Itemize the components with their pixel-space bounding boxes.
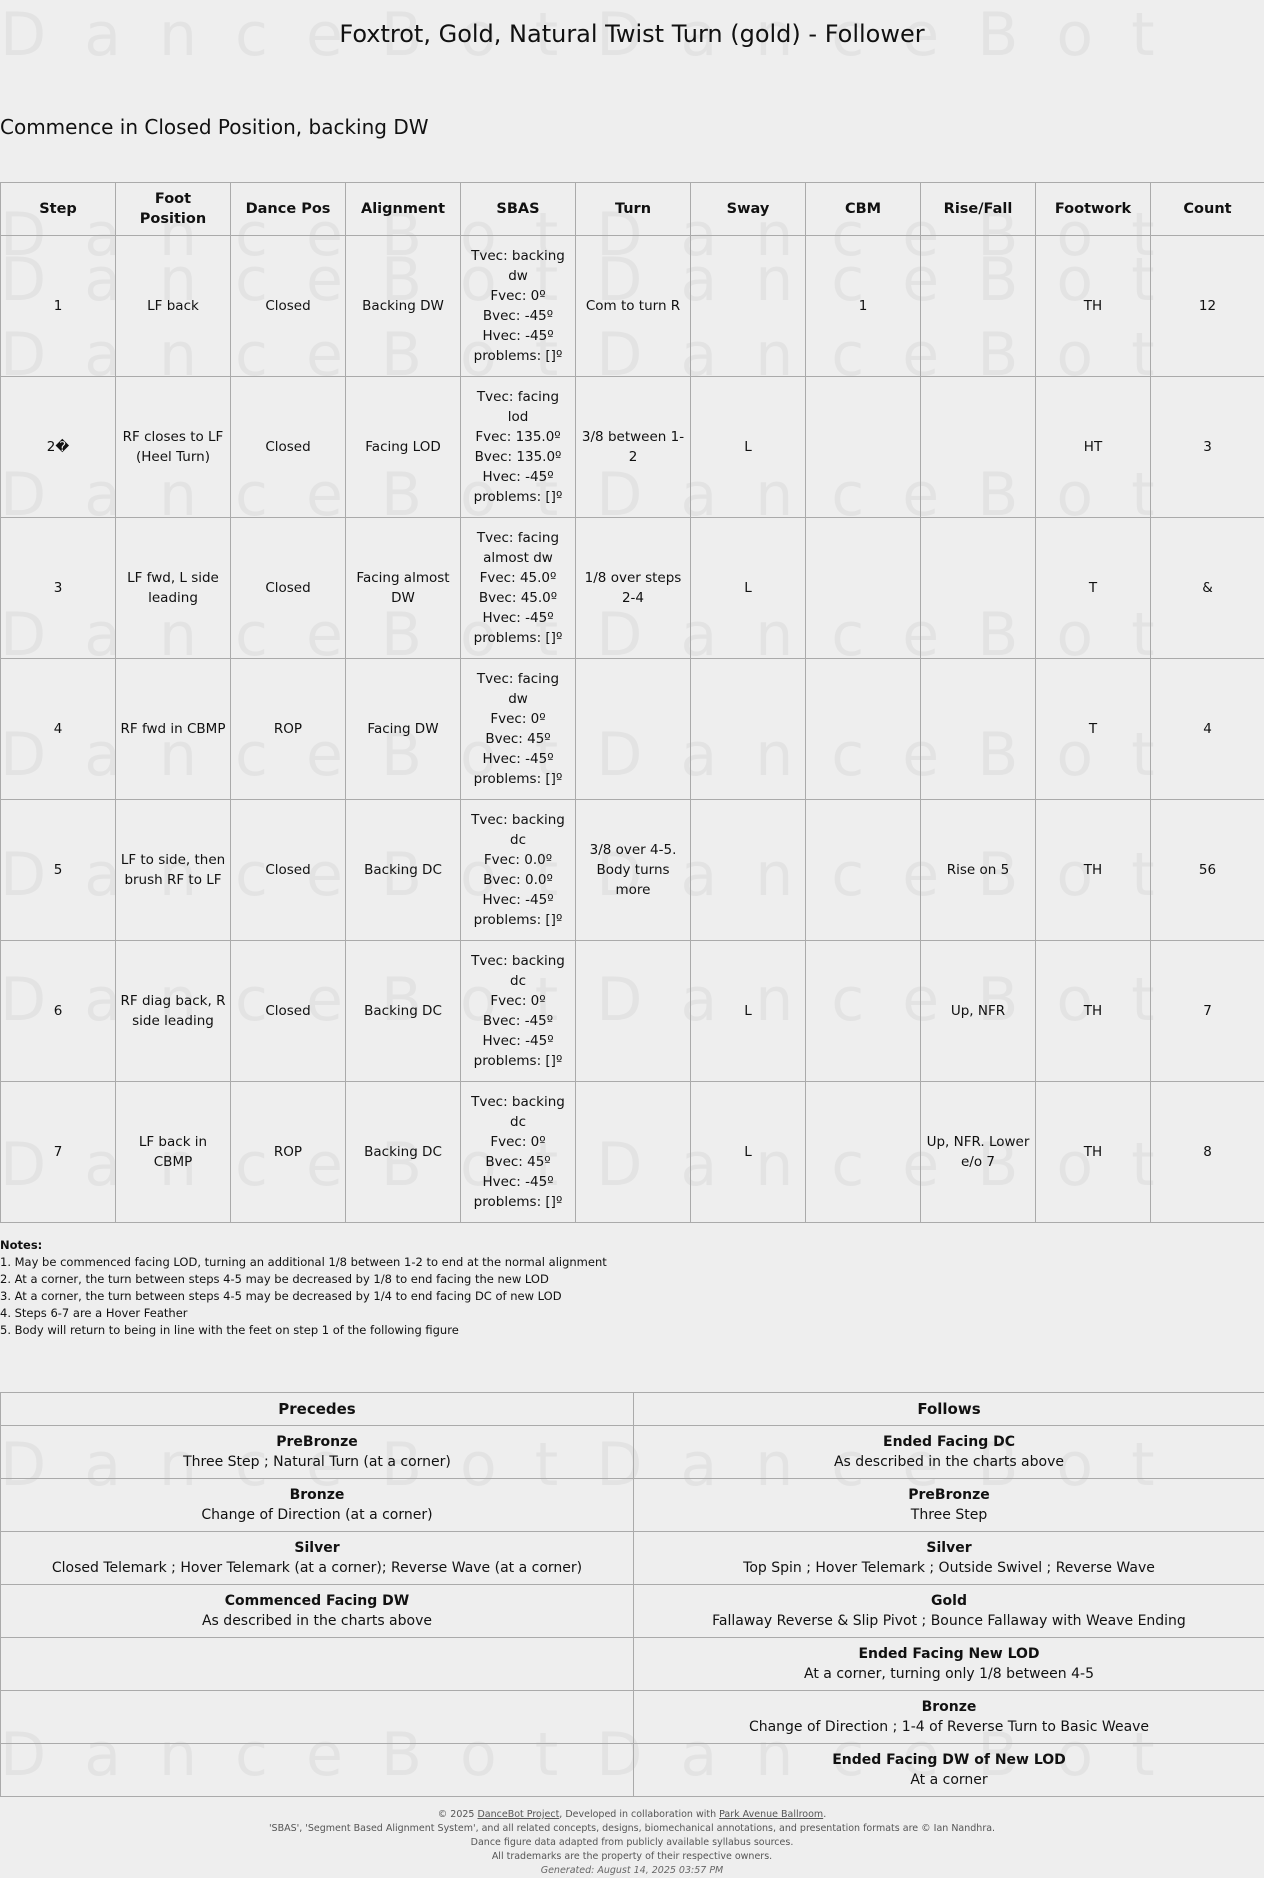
steps-table bbox=[0, 182, 1264, 1223]
foot-position-cell: RF diag back, R side leading bbox=[116, 941, 231, 1082]
precedes-cell bbox=[1, 1691, 634, 1744]
dance-pos-cell: ROP bbox=[231, 659, 346, 800]
relations-table bbox=[0, 1392, 1264, 1797]
sbas-line: Tvec: facing almost dw bbox=[465, 528, 571, 568]
relation-group: PreBronze bbox=[5, 1432, 629, 1452]
step-cell: 7 bbox=[1, 1082, 116, 1223]
follows-cell bbox=[634, 1585, 1264, 1638]
alignment-cell: Backing DW bbox=[346, 236, 461, 377]
column-header: Footwork bbox=[1036, 183, 1151, 236]
sbas-line: problems: []º bbox=[465, 1051, 571, 1071]
rise-fall-cell: Up, NFR bbox=[921, 941, 1036, 1082]
note-item: 5. Body will return to being in line with the feet on step 1 of the following figure bbox=[0, 1322, 607, 1339]
cbm-cell: 1 bbox=[806, 236, 921, 377]
sbas-line: Fvec: 135.0º bbox=[465, 427, 571, 447]
footwork-cell: TH bbox=[1036, 1082, 1151, 1223]
turn-cell bbox=[576, 941, 691, 1082]
sbas-line: Tvec: backing dc bbox=[465, 951, 571, 991]
table-row bbox=[1, 800, 1264, 941]
sbas-line: problems: []º bbox=[465, 487, 571, 507]
table-row bbox=[1, 236, 1264, 377]
relation-items: At a corner bbox=[910, 1772, 987, 1788]
sbas-line: Hvec: -45º bbox=[465, 890, 571, 910]
follows-cell bbox=[634, 1479, 1264, 1532]
table-row bbox=[1, 1082, 1264, 1223]
cbm-cell bbox=[806, 800, 921, 941]
footer-collab-text: , Developed in collaboration with bbox=[559, 1809, 719, 1820]
count-cell: 4 bbox=[1151, 659, 1264, 800]
step-cell: 6 bbox=[1, 941, 116, 1082]
cbm-cell bbox=[806, 377, 921, 518]
sbas-line: Hvec: -45º bbox=[465, 749, 571, 769]
footwork-cell: HT bbox=[1036, 377, 1151, 518]
follows-cell bbox=[634, 1532, 1264, 1585]
column-header: Step bbox=[1, 183, 116, 236]
relation-items: Top Spin ; Hover Telemark ; Outside Swivel ; Reverse Wave bbox=[743, 1560, 1155, 1576]
footer-line-2: 'SBAS', 'Segment Based Alignment System', and all related concepts, designs, biomechanical annotations, and presentation formats are © Ian Nandhra. bbox=[0, 1822, 1264, 1836]
sway-cell: L bbox=[691, 1082, 806, 1223]
relation-group: Commenced Facing DW bbox=[5, 1591, 629, 1611]
alignment-cell: Backing DC bbox=[346, 1082, 461, 1223]
sbas-line: Fvec: 0º bbox=[465, 991, 571, 1011]
sway-cell bbox=[691, 800, 806, 941]
table-row bbox=[1, 1585, 1264, 1638]
precedes-header: Precedes bbox=[1, 1393, 634, 1426]
sbas-line: Bvec: 0.0º bbox=[465, 870, 571, 890]
sbas-line: Hvec: -45º bbox=[465, 1031, 571, 1051]
sbas-line: Tvec: facing lod bbox=[465, 387, 571, 427]
step-cell: 1 bbox=[1, 236, 116, 377]
sbas-line: Bvec: 45º bbox=[465, 1152, 571, 1172]
count-cell: 3 bbox=[1151, 377, 1264, 518]
footwork-cell: T bbox=[1036, 518, 1151, 659]
sbas-line: problems: []º bbox=[465, 628, 571, 648]
turn-cell bbox=[576, 659, 691, 800]
count-cell: 7 bbox=[1151, 941, 1264, 1082]
relation-group: Silver bbox=[638, 1538, 1260, 1558]
column-header: Turn bbox=[576, 183, 691, 236]
notes-title: Notes: bbox=[0, 1237, 607, 1254]
notes-section bbox=[0, 1237, 607, 1339]
relation-group: Bronze bbox=[5, 1485, 629, 1505]
sbas-line: Bvec: 135.0º bbox=[465, 447, 571, 467]
dance-pos-cell: Closed bbox=[231, 941, 346, 1082]
footer-generated: Generated: August 14, 2025 03:57 PM bbox=[0, 1864, 1264, 1878]
dance-pos-cell: Closed bbox=[231, 377, 346, 518]
alignment-cell: Backing DC bbox=[346, 941, 461, 1082]
notes-list bbox=[0, 1254, 607, 1339]
sbas-line: Bvec: -45º bbox=[465, 306, 571, 326]
footwork-cell: TH bbox=[1036, 800, 1151, 941]
column-header: CBM bbox=[806, 183, 921, 236]
table-row bbox=[1, 377, 1264, 518]
sbas-line: Fvec: 0º bbox=[465, 1132, 571, 1152]
footer bbox=[0, 1808, 1264, 1878]
step-cell: 4 bbox=[1, 659, 116, 800]
footwork-cell: T bbox=[1036, 659, 1151, 800]
sway-cell: L bbox=[691, 518, 806, 659]
cbm-cell bbox=[806, 941, 921, 1082]
relation-group: PreBronze bbox=[638, 1485, 1260, 1505]
sbas-line: Hvec: -45º bbox=[465, 1172, 571, 1192]
table-row bbox=[1, 659, 1264, 800]
relation-items: Change of Direction ; 1-4 of Reverse Turn to Basic Weave bbox=[749, 1719, 1149, 1735]
foot-position-cell: RF fwd in CBMP bbox=[116, 659, 231, 800]
dance-pos-cell: Closed bbox=[231, 800, 346, 941]
page-subtitle: Commence in Closed Position, backing DW bbox=[0, 115, 429, 139]
sbas-line: Bvec: -45º bbox=[465, 1011, 571, 1031]
sway-cell bbox=[691, 236, 806, 377]
sbas-line: Fvec: 0.0º bbox=[465, 850, 571, 870]
sbas-line: Bvec: 45º bbox=[465, 729, 571, 749]
note-item: 2. At a corner, the turn between steps 4-5 may be decreased by 1/8 to end facing the new LOD bbox=[0, 1271, 607, 1288]
column-header: SBAS bbox=[461, 183, 576, 236]
relation-items: At a corner, turning only 1/8 between 4-5 bbox=[804, 1666, 1094, 1682]
sbas-line: Tvec: backing dc bbox=[465, 1092, 571, 1132]
sbas-cell bbox=[461, 377, 576, 518]
alignment-cell: Backing DC bbox=[346, 800, 461, 941]
table-row bbox=[1, 941, 1264, 1082]
follows-cell bbox=[634, 1691, 1264, 1744]
follows-cell bbox=[634, 1744, 1264, 1797]
step-cell: 5 bbox=[1, 800, 116, 941]
relation-group: Silver bbox=[5, 1538, 629, 1558]
sbas-line: Hvec: -45º bbox=[465, 608, 571, 628]
sbas-line: problems: []º bbox=[465, 346, 571, 366]
foot-position-cell: RF closes to LF (Heel Turn) bbox=[116, 377, 231, 518]
turn-cell: Com to turn R bbox=[576, 236, 691, 377]
footwork-cell: TH bbox=[1036, 941, 1151, 1082]
column-header: Sway bbox=[691, 183, 806, 236]
follows-header: Follows bbox=[634, 1393, 1264, 1426]
step-cell: 2� bbox=[1, 377, 116, 518]
rise-fall-cell: Rise on 5 bbox=[921, 800, 1036, 941]
cbm-cell bbox=[806, 518, 921, 659]
sbas-line: problems: []º bbox=[465, 1192, 571, 1212]
sbas-line: Fvec: 0º bbox=[465, 286, 571, 306]
turn-cell: 3/8 over 4-5. Body turns more bbox=[576, 800, 691, 941]
table-row bbox=[1, 518, 1264, 659]
footer-line-3: Dance figure data adapted from publicly available syllabus sources. bbox=[0, 1836, 1264, 1850]
count-cell: 56 bbox=[1151, 800, 1264, 941]
relation-items: Closed Telemark ; Hover Telemark (at a corner); Reverse Wave (at a corner) bbox=[52, 1560, 582, 1576]
column-header: Count bbox=[1151, 183, 1264, 236]
sbas-cell bbox=[461, 518, 576, 659]
follows-cell bbox=[634, 1638, 1264, 1691]
sbas-cell bbox=[461, 800, 576, 941]
rise-fall-cell bbox=[921, 518, 1036, 659]
table-row bbox=[1, 1479, 1264, 1532]
sbas-line: problems: []º bbox=[465, 910, 571, 930]
rise-fall-cell bbox=[921, 377, 1036, 518]
sway-cell: L bbox=[691, 941, 806, 1082]
sway-cell bbox=[691, 659, 806, 800]
dancebot-project-link[interactable]: DanceBot Project bbox=[477, 1809, 559, 1820]
turn-cell bbox=[576, 1082, 691, 1223]
table-row bbox=[1, 1426, 1264, 1479]
rise-fall-cell bbox=[921, 236, 1036, 377]
relation-items: As described in the charts above bbox=[202, 1613, 432, 1629]
note-item: 3. At a corner, the turn between steps 4-5 may be decreased by 1/4 to end facing DC of new LOD bbox=[0, 1288, 607, 1305]
alignment-cell: Facing DW bbox=[346, 659, 461, 800]
footer-copyright: © 2025 bbox=[438, 1809, 478, 1820]
dance-pos-cell: Closed bbox=[231, 518, 346, 659]
precedes-cell bbox=[1, 1532, 634, 1585]
count-cell: & bbox=[1151, 518, 1264, 659]
sbas-line: Tvec: facing dw bbox=[465, 669, 571, 709]
relation-group: Ended Facing DW of New LOD bbox=[638, 1750, 1260, 1770]
note-item: 4. Steps 6-7 are a Hover Feather bbox=[0, 1305, 607, 1322]
relation-items: As described in the charts above bbox=[834, 1454, 1064, 1470]
cbm-cell bbox=[806, 659, 921, 800]
dance-pos-cell: ROP bbox=[231, 1082, 346, 1223]
sbas-cell bbox=[461, 1082, 576, 1223]
page-title: Foxtrot, Gold, Natural Twist Turn (gold) - Follower bbox=[0, 20, 1264, 48]
relation-items: Three Step bbox=[911, 1507, 987, 1523]
relation-items: Change of Direction (at a corner) bbox=[201, 1507, 432, 1523]
step-cell: 3 bbox=[1, 518, 116, 659]
column-header: Foot Position bbox=[116, 183, 231, 236]
dance-pos-cell: Closed bbox=[231, 236, 346, 377]
table-row bbox=[1, 1691, 1264, 1744]
sbas-line: Hvec: -45º bbox=[465, 326, 571, 346]
follows-cell bbox=[634, 1426, 1264, 1479]
footwork-cell: TH bbox=[1036, 236, 1151, 377]
precedes-cell bbox=[1, 1426, 634, 1479]
relations-body bbox=[1, 1426, 1264, 1797]
count-cell: 8 bbox=[1151, 1082, 1264, 1223]
sbas-cell bbox=[461, 941, 576, 1082]
relation-group: Gold bbox=[638, 1591, 1260, 1611]
table-row bbox=[1, 1532, 1264, 1585]
precedes-cell bbox=[1, 1638, 634, 1691]
alignment-cell: Facing almost DW bbox=[346, 518, 461, 659]
footer-line-1 bbox=[0, 1808, 1264, 1822]
alignment-cell: Facing LOD bbox=[346, 377, 461, 518]
turn-cell: 1/8 over steps 2-4 bbox=[576, 518, 691, 659]
rise-fall-cell: Up, NFR. Lower e/o 7 bbox=[921, 1082, 1036, 1223]
relations-header-row bbox=[1, 1393, 1264, 1426]
footer-period: . bbox=[823, 1809, 826, 1820]
foot-position-cell: LF to side, then brush RF to LF bbox=[116, 800, 231, 941]
sbas-line: Fvec: 45.0º bbox=[465, 568, 571, 588]
note-item: 1. May be commenced facing LOD, turning an additional 1/8 between 1-2 to end at the normal alignment bbox=[0, 1254, 607, 1271]
table-row bbox=[1, 1638, 1264, 1691]
sbas-line: Hvec: -45º bbox=[465, 467, 571, 487]
relation-group: Bronze bbox=[638, 1697, 1260, 1717]
park-avenue-ballroom-link[interactable]: Park Avenue Ballroom bbox=[719, 1809, 823, 1820]
sbas-line: Tvec: backing dw bbox=[465, 246, 571, 286]
column-header: Dance Pos bbox=[231, 183, 346, 236]
relation-group: Ended Facing DC bbox=[638, 1432, 1260, 1452]
turn-cell: 3/8 between 1-2 bbox=[576, 377, 691, 518]
precedes-cell bbox=[1, 1479, 634, 1532]
sbas-line: Tvec: backing dc bbox=[465, 810, 571, 850]
sway-cell: L bbox=[691, 377, 806, 518]
sbas-cell bbox=[461, 236, 576, 377]
steps-body bbox=[1, 236, 1264, 1223]
footer-line-4: All trademarks are the property of their respective owners. bbox=[0, 1850, 1264, 1864]
foot-position-cell: LF fwd, L side leading bbox=[116, 518, 231, 659]
relation-group: Ended Facing New LOD bbox=[638, 1644, 1260, 1664]
column-header: Rise/Fall bbox=[921, 183, 1036, 236]
precedes-cell bbox=[1, 1585, 634, 1638]
count-cell: 12 bbox=[1151, 236, 1264, 377]
sbas-line: Fvec: 0º bbox=[465, 709, 571, 729]
steps-header-row bbox=[1, 183, 1264, 236]
relation-items: Fallaway Reverse & Slip Pivot ; Bounce Fallaway with Weave Ending bbox=[712, 1613, 1186, 1629]
cbm-cell bbox=[806, 1082, 921, 1223]
relation-items: Three Step ; Natural Turn (at a corner) bbox=[183, 1454, 451, 1470]
rise-fall-cell bbox=[921, 659, 1036, 800]
table-row bbox=[1, 1744, 1264, 1797]
sbas-line: problems: []º bbox=[465, 769, 571, 789]
foot-position-cell: LF back in CBMP bbox=[116, 1082, 231, 1223]
foot-position-cell: LF back bbox=[116, 236, 231, 377]
precedes-cell bbox=[1, 1744, 634, 1797]
sbas-line: Bvec: 45.0º bbox=[465, 588, 571, 608]
sbas-cell bbox=[461, 659, 576, 800]
column-header: Alignment bbox=[346, 183, 461, 236]
